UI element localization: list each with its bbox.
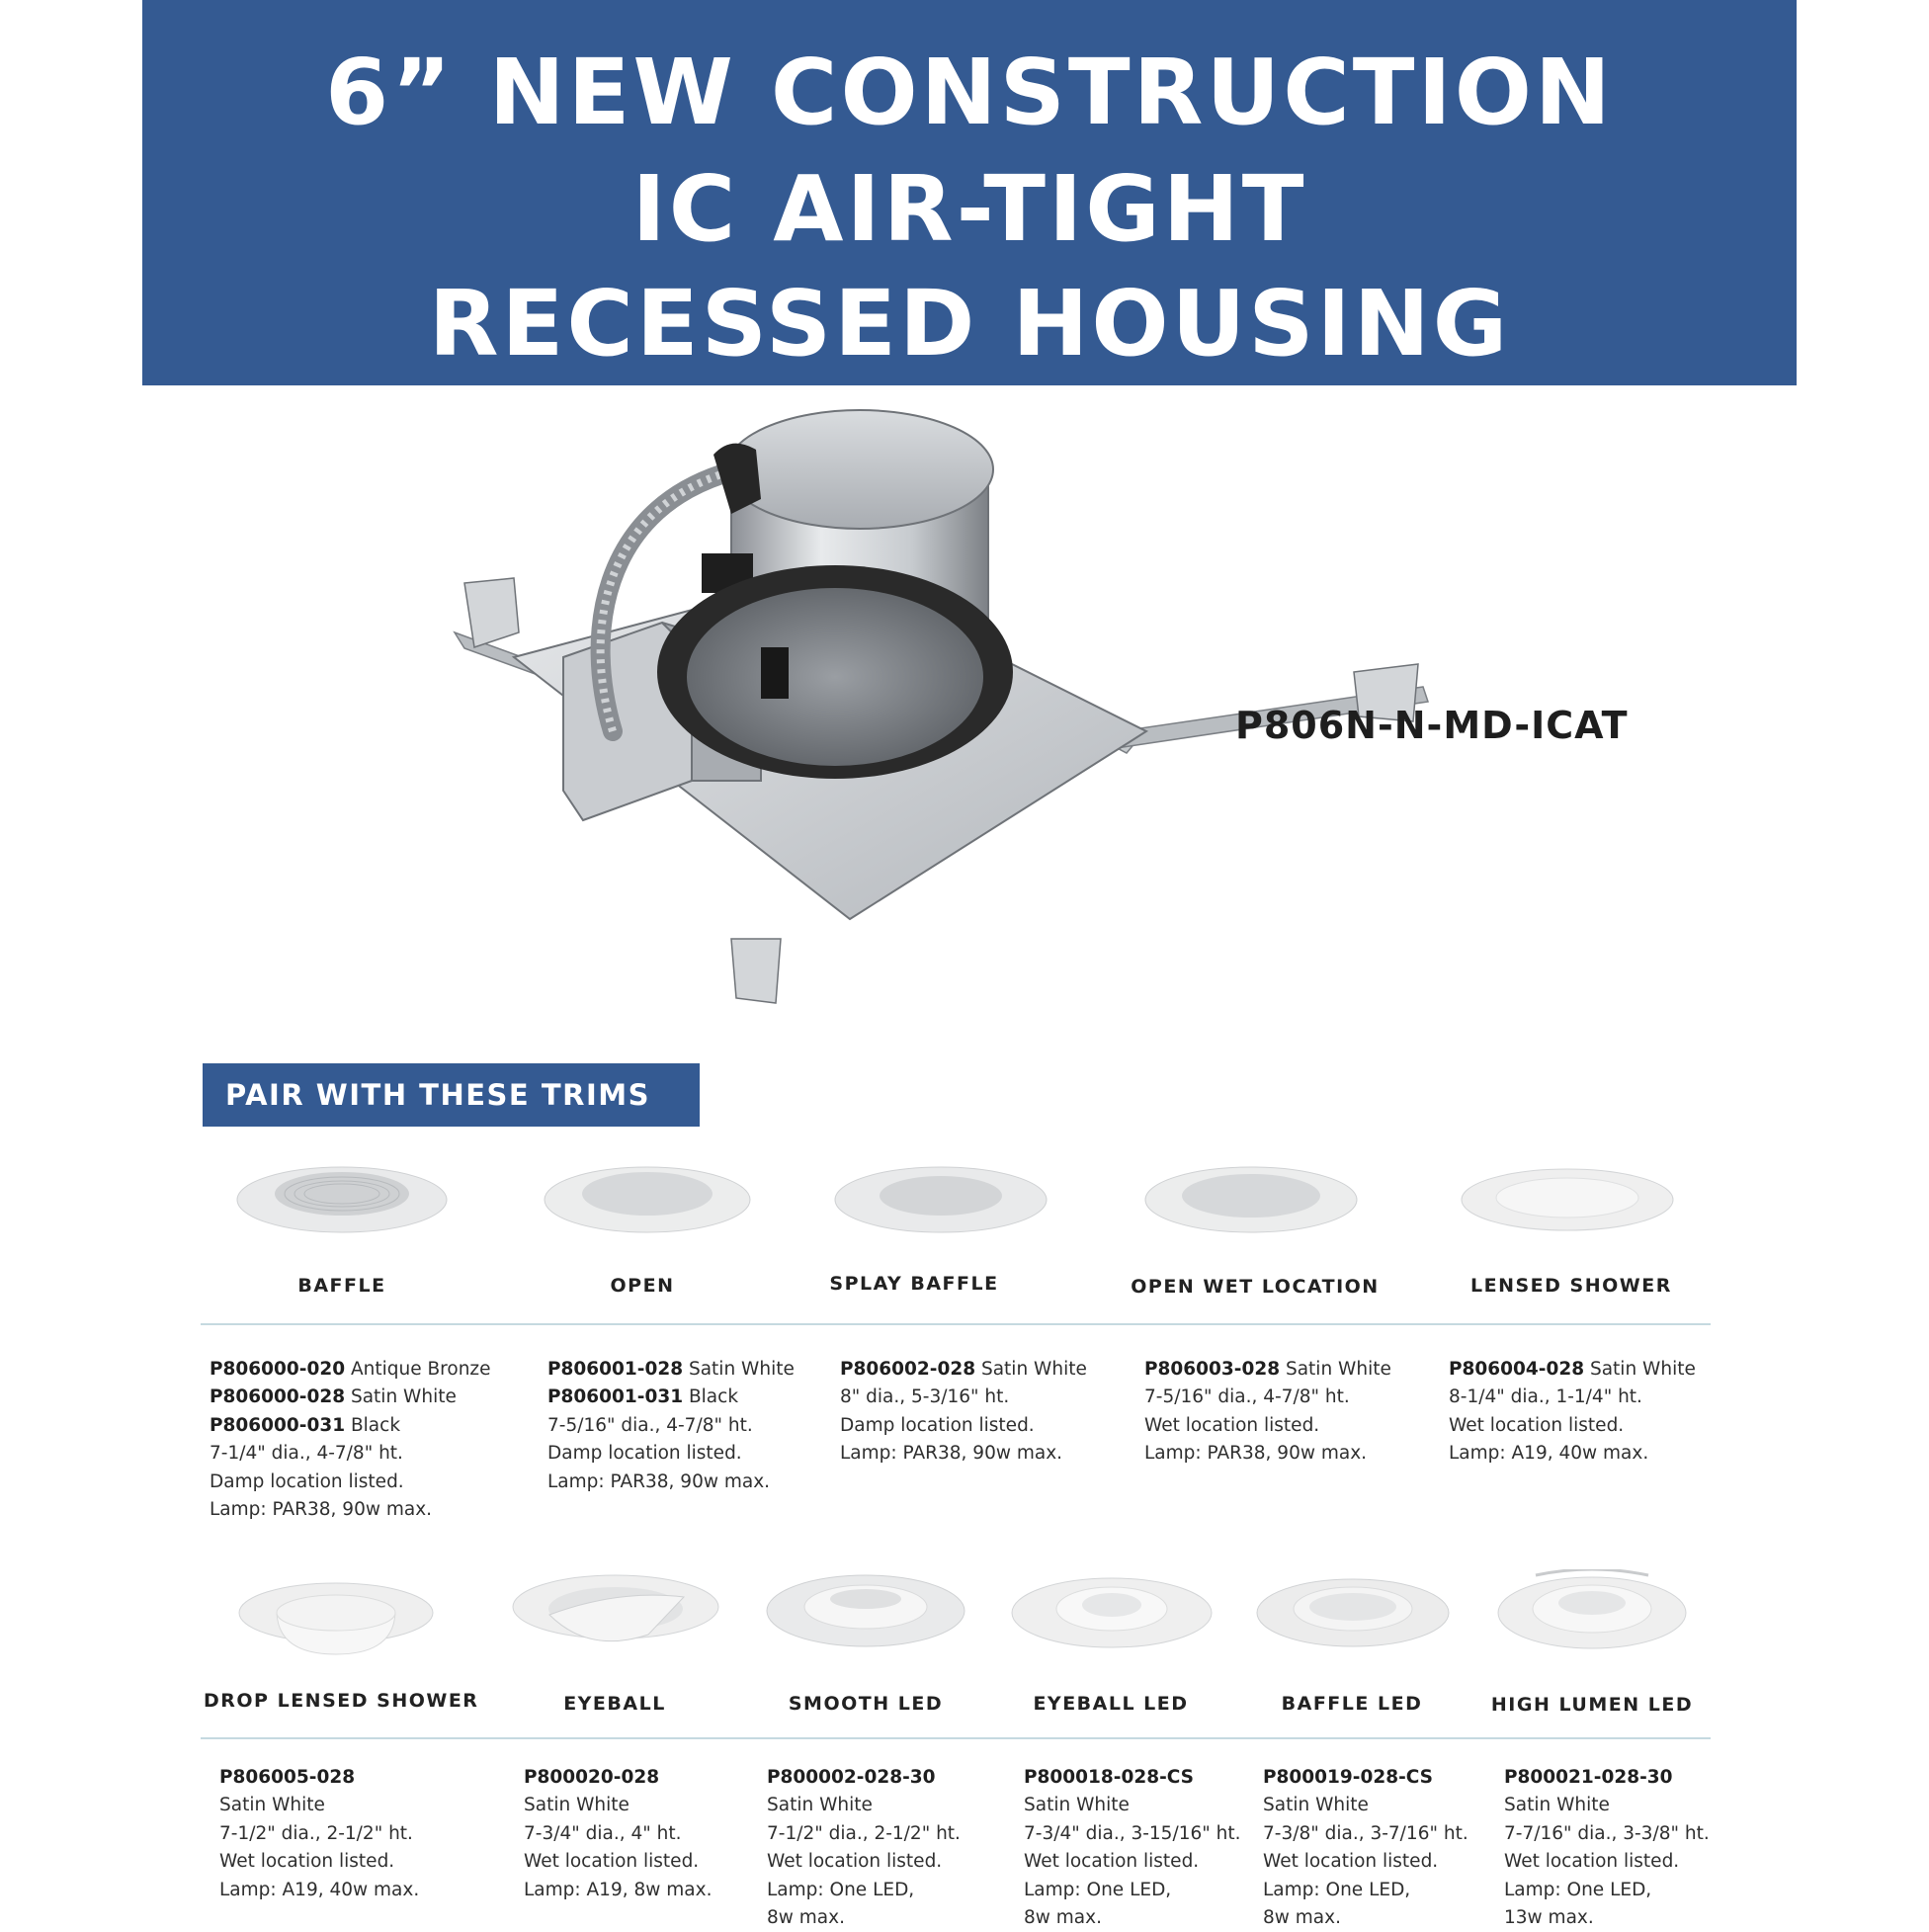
trim-desc-high-lumen-led: P800021-028-30 Satin White 7-7/16" dia., 3-3/8" ht. Wet location listed. Lamp: One LED, 13w max.: [1504, 1767, 1710, 1929]
trim-name-lensed-shower: LENSED SHOWER: [1470, 1275, 1672, 1297]
drop-lensed-shower-trim-image: [235, 1577, 437, 1658]
open-trim-image: [542, 1164, 753, 1235]
splay-baffle-trim-image: [832, 1164, 1049, 1235]
trim-name-drop-lensed-shower: DROP LENSED SHOWER: [204, 1690, 479, 1712]
title-line-2: IC AIR-TIGHT: [631, 156, 1307, 262]
trim-desc-drop-lensed-shower: P806005-028 Satin White 7-1/2" dia., 2-1/2" ht. Wet location listed. Lamp: A19, 40w max.: [219, 1767, 420, 1900]
trim-name-eyeball-led: EYEBALL LED: [1033, 1693, 1189, 1715]
trim-desc-lensed-shower: P806004-028 Satin White 8-1/4" dia., 1-1/4" ht. Wet location listed. Lamp: A19, 40w max.: [1449, 1359, 1696, 1465]
baffle-trim-image: [233, 1164, 451, 1235]
trim-name-smooth-led: SMOOTH LED: [788, 1693, 944, 1715]
trim-desc-eyeball: P800020-028 Satin White 7-3/4" dia., 4" ht. Wet location listed. Lamp: A19, 8w max.: [524, 1767, 713, 1900]
row-2-divider: [201, 1737, 1711, 1739]
title-line-1: 6” NEW CONSTRUCTION: [325, 40, 1614, 145]
open-wet-location-trim-image: [1142, 1164, 1360, 1235]
trim-name-eyeball: EYEBALL: [563, 1693, 666, 1715]
trim-name-open: OPEN: [610, 1275, 675, 1297]
trim-name-high-lumen-led: HIGH LUMEN LED: [1490, 1694, 1694, 1716]
model-number: P806N-N-MD-ICAT: [1235, 704, 1629, 747]
row-1-divider: [201, 1323, 1711, 1325]
eyeball-led-trim-image: [1010, 1575, 1214, 1652]
title-banner: [142, 0, 1797, 385]
eyeball-trim-image: [510, 1569, 721, 1660]
trim-name-splay-baffle: SPLAY BAFFLE: [829, 1273, 999, 1295]
title-line-3: RECESSED HOUSING: [428, 271, 1511, 377]
high-lumen-led-trim-image: [1496, 1569, 1688, 1654]
trim-name-baffle: BAFFLE: [297, 1275, 386, 1297]
section-title: PAIR WITH THESE TRIMS: [203, 1063, 700, 1127]
trim-name-open-wet-location: OPEN WET LOCATION: [1131, 1276, 1380, 1298]
trim-desc-open: P806001-028 Satin White P806001-031 Black 7-5/16" dia., 4-7/8" ht. Damp location listed. Lamp: PAR38, 90w max.: [547, 1359, 795, 1492]
lensed-shower-trim-image: [1459, 1166, 1676, 1233]
trim-desc-baffle: P806000-020 Antique Bronze P806000-028 Satin White P806000-031 Black 7-1/4" dia., 4-7/8" ht. Damp location listed. Lamp: PAR38, 90w max.: [210, 1359, 491, 1521]
smooth-led-trim-image: [765, 1573, 966, 1652]
trim-desc-baffle-led: P800019-028-CS Satin White 7-3/8" dia., 3-7/16" ht. Wet location listed. Lamp: One LED, 8w max.: [1263, 1767, 1468, 1929]
trim-desc-eyeball-led: P800018-028-CS Satin White 7-3/4" dia., 3-15/16" ht. Wet location listed. Lamp: One LED, 8w max.: [1024, 1767, 1241, 1929]
trim-name-baffle-led: BAFFLE LED: [1281, 1693, 1423, 1715]
trim-desc-splay-baffle: P806002-028 Satin White 8" dia., 5-3/16" ht. Damp location listed. Lamp: PAR38, 90w max.: [840, 1359, 1087, 1465]
baffle-led-trim-image: [1255, 1575, 1451, 1652]
trim-desc-open-wet-location: P806003-028 Satin White 7-5/16" dia., 4-7/8" ht. Wet location listed. Lamp: PAR38, 90w max.: [1144, 1359, 1391, 1465]
trim-desc-smooth-led: P800002-028-30 Satin White 7-1/2" dia., 2-1/2" ht. Wet location listed. Lamp: One LED, 8w max.: [767, 1767, 961, 1929]
